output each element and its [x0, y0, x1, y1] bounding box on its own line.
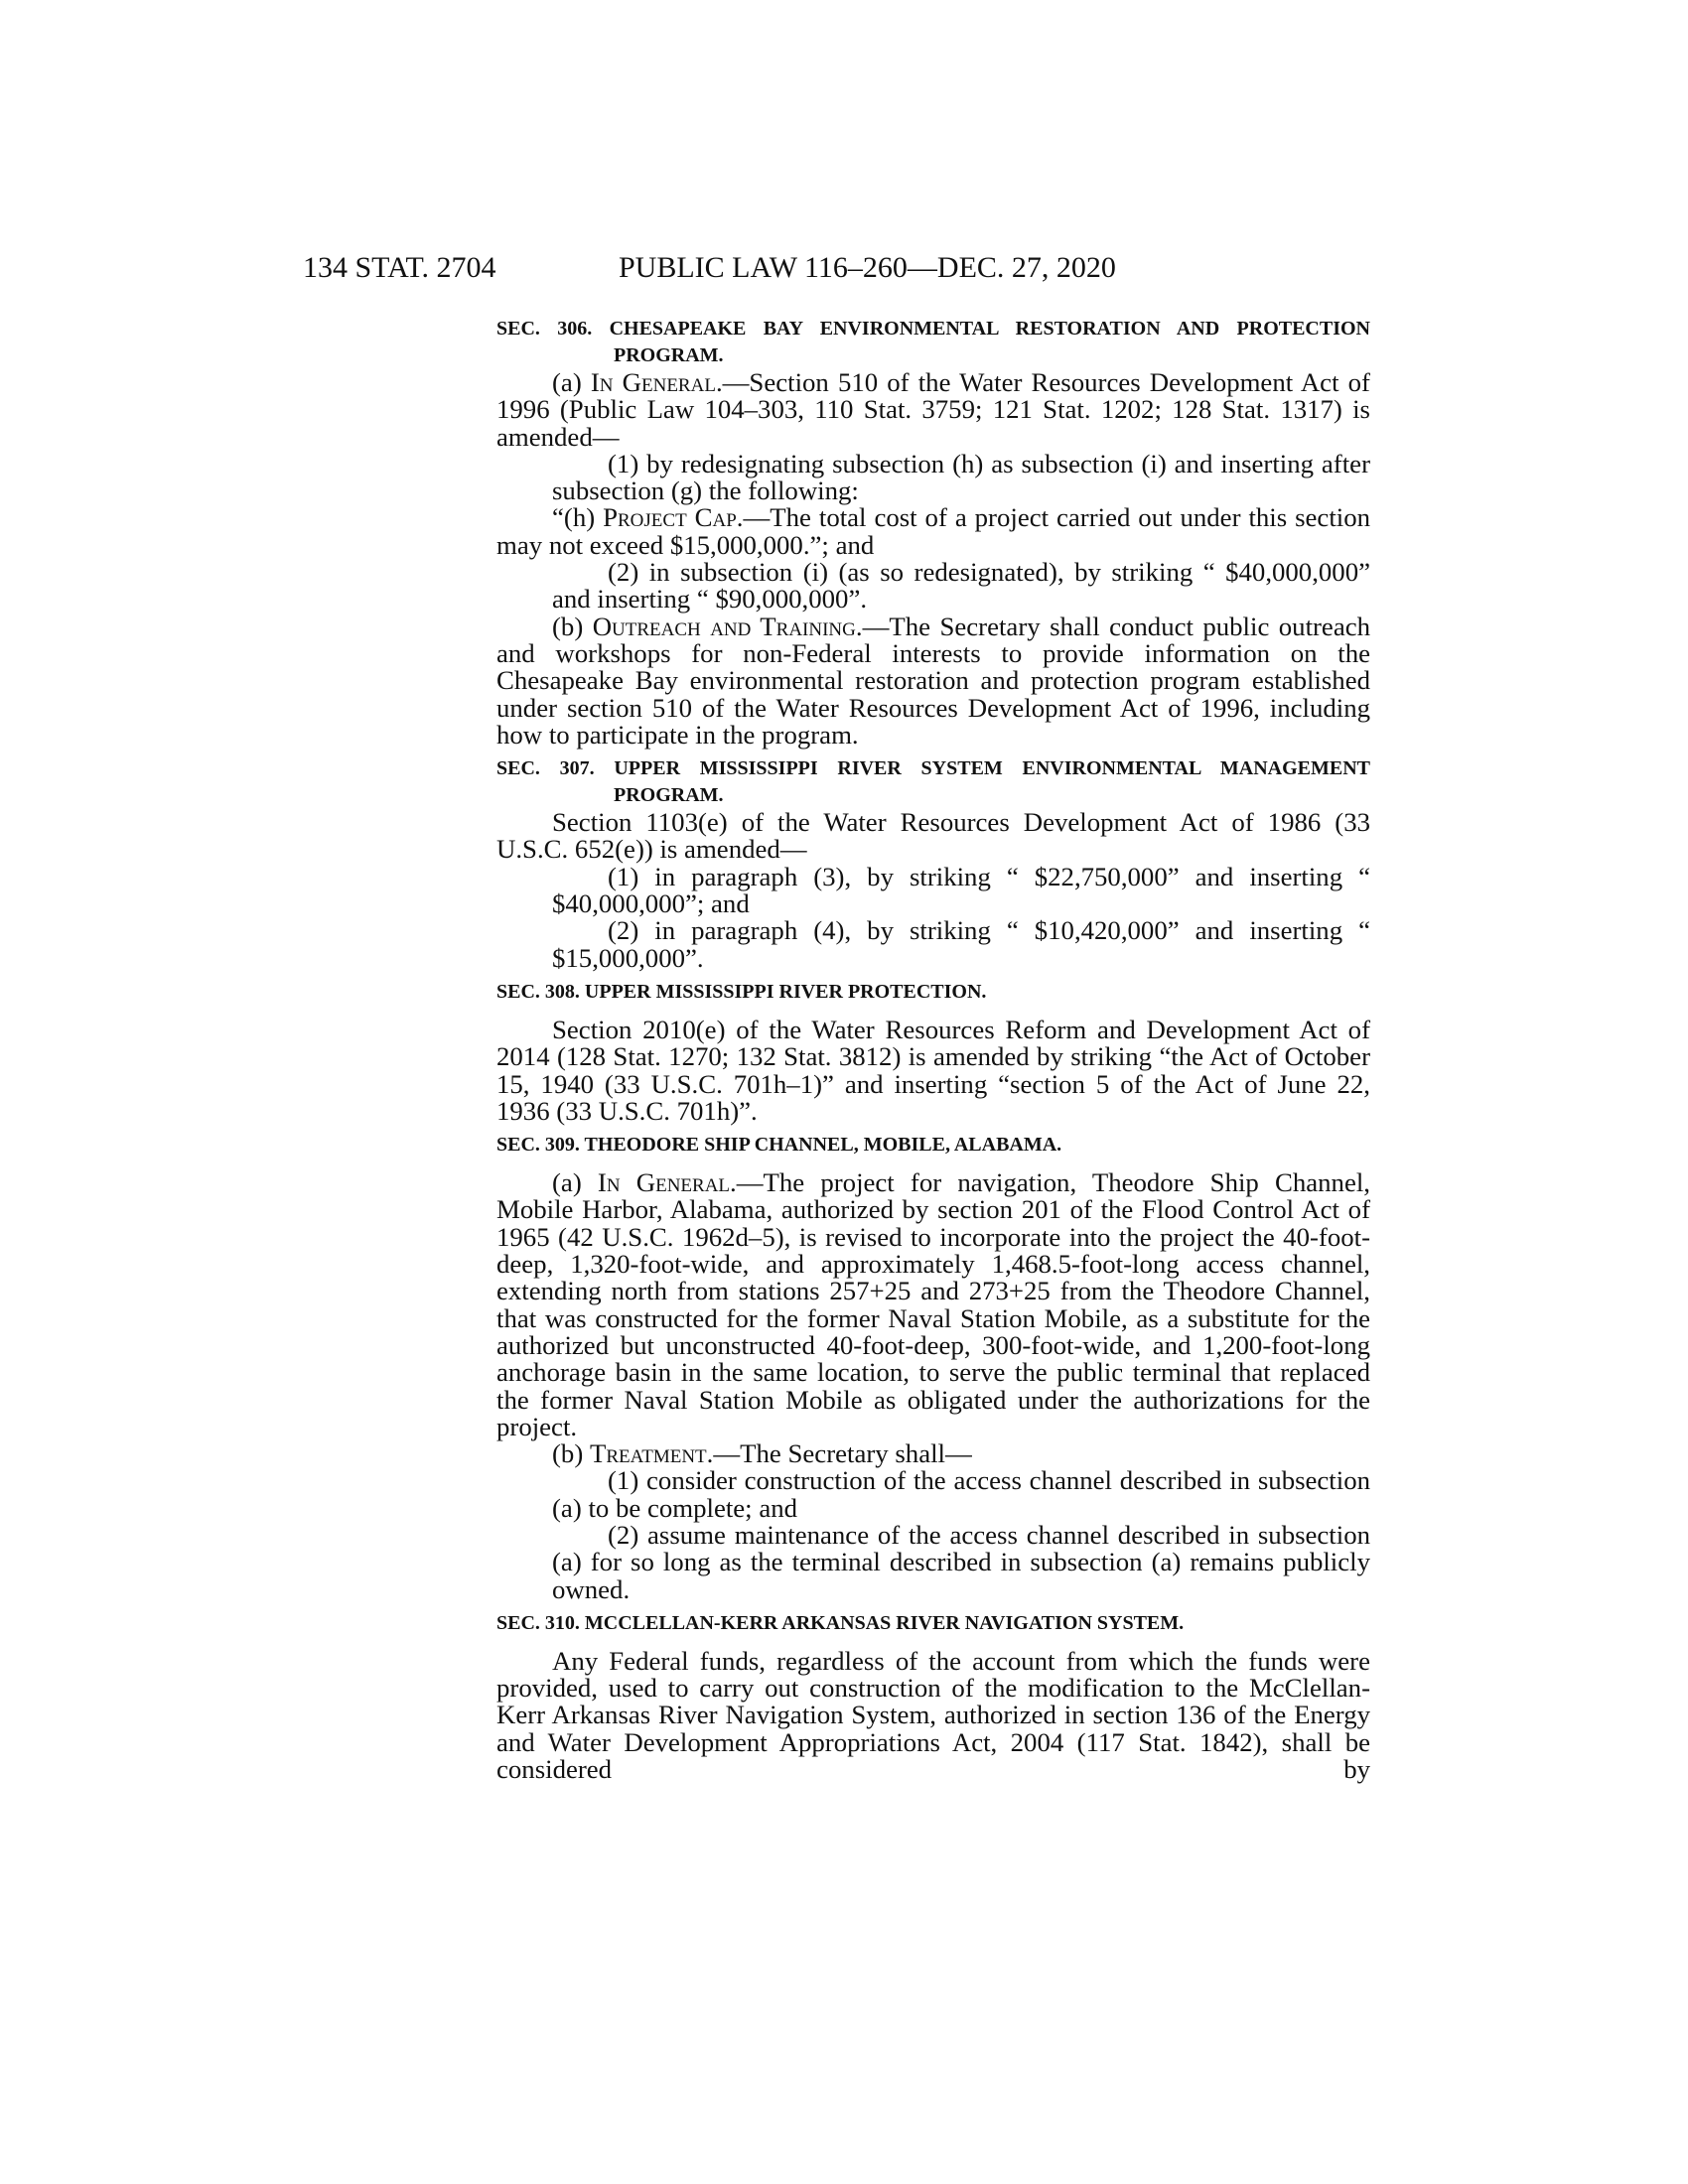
- section-307-heading: SEC. 307. UPPER MISSISSIPPI RIVER SYSTEM ENVIRONMENTAL MANAGEMENT PROGRAM.: [496, 757, 1370, 807]
- section-310-heading: SEC. 310. MCCLELLAN-KERR ARKANSAS RIVER NAVIGATION SYSTEM.: [496, 1611, 1185, 1634]
- section-306-paragraph-2: (2) in subsection (i) (as so redesignated), by striking “ $40,000,000” and inserting “ $90,000,000”.: [552, 557, 1370, 614]
- section-307-intro: Section 1103(e) of the Water Resources Development Act of 1986 (33 U.S.C. 652(e)) is amended—: [496, 807, 1370, 865]
- subsection-text: .—Section 510 of the Water Resources Development Act of 1996 (Public Law 104–303, 110 Stat. 3759; 121 Stat. 1202; 128 Stat. 1317) is amended—: [496, 367, 1370, 452]
- subsection-text: .—The Secretary shall conduct public outreach and workshops for non-Federal interests to provide information on the Chesapeake Bay environmental restoration and protection program established under section 510 of the Water Resources Development Act of 1996, including how to participate in the program.: [496, 611, 1371, 750]
- subsection-heading: Outreach and Training: [592, 611, 856, 641]
- section-309-subsection-a: [496, 1169, 1370, 1440]
- section-306-heading: SEC. 306. CHESAPEAKE BAY ENVIRONMENTAL RESTORATION AND PROTECTION PROGRAM.: [496, 318, 1370, 366]
- inserted-heading: Project Cap: [603, 502, 737, 533]
- section-309-paragraph-1: (1) consider construction of the access channel described in subsection (a) to be complete; and: [552, 1465, 1370, 1523]
- section-307-paragraph-1: (1) in paragraph (3), by striking “ $22,750,000” and inserting “ $40,000,000”; and: [552, 861, 1370, 919]
- subsection-heading: In General: [597, 1167, 731, 1198]
- section-306-subsection-b: [496, 611, 1371, 750]
- inserted-text: .—The total cost of a project carried out under this section may not exceed $15,000,000.”; and: [496, 502, 1371, 560]
- running-head: [303, 248, 1326, 288]
- label: (b): [552, 611, 593, 641]
- section-308-text: Section 2010(e) of the Water Resources Reform and Development Act of 2014 (128 Stat. 1270; 132 Stat. 3812) is amended by striking “the Act of October 15, 1940 (33 U.S.C. 701h–1)” and inserting “section 5 of the Act of June 22, 1936 (33 U.S.C. 701h)”.: [496, 1014, 1370, 1126]
- section-306-subsection-a: [496, 369, 1370, 451]
- section-310-text: Any Federal funds, regardless of the account from which the funds were provided, used to carry out construction of the modification to the McClellan-Kerr Arkansas River Navigation System, authorized in section 136 of the Energy and Water Development Appropriations Act, 2004 (117 Stat. 1842), shall be considered by: [496, 1645, 1370, 1785]
- label: (a): [552, 367, 591, 397]
- label: (b): [552, 1438, 590, 1469]
- statute-page-number: 134 STAT. 2704: [303, 251, 496, 284]
- section-308-heading: SEC. 308. UPPER MISSISSIPPI RIVER PROTECTION.: [496, 980, 987, 1003]
- section-307-paragraph-2: (2) in paragraph (4), by striking “ $10,420,000” and inserting “ $15,000,000”.: [552, 915, 1370, 973]
- public-law-citation: PUBLIC LAW 116–260—DEC. 27, 2020: [619, 251, 1116, 284]
- section-306-inserted-h: [496, 504, 1370, 559]
- subsection-heading: Treatment: [589, 1438, 707, 1469]
- section-309-subsection-b: [496, 1440, 1370, 1467]
- section-306-paragraph-1: (1) by redesignating subsection (h) as subsection (i) and inserting after subsection (g) the following:: [552, 448, 1370, 506]
- section-309-paragraph-2: (2) assume maintenance of the access channel described in subsection (a) for so long as the terminal described in subsection (a) remains publicly owned.: [552, 1519, 1370, 1604]
- label: (a): [552, 1167, 598, 1198]
- subsection-text: .—The project for navigation, Theodore Ship Channel, Mobile Harbor, Alabama, authorized by section 201 of the Flood Control Act of 1965 (42 U.S.C. 1962d–5), is revised to incorporate into the project the 40-foot-deep, 1,320-foot-wide, and approximately 1,468.5-foot-long access channel, extending north from stations 257+25 and 273+25 from the Theodore Channel, that was constructed for the former Naval Station Mobile, as a substitute for the authorized but unconstructed 40-foot-deep, 300-foot-wide, and 1,200-foot-long anchorage basin in the same location, to serve the public terminal that replaced the former Naval Station Mobile as obligated under the authorizations for the project.: [496, 1167, 1370, 1441]
- subsection-text: .—The Secretary shall—: [706, 1438, 972, 1469]
- subsection-heading: In General: [590, 367, 716, 397]
- document-body: [496, 316, 1370, 1783]
- label: “(h): [552, 502, 604, 533]
- section-309-heading: SEC. 309. THEODORE SHIP CHANNEL, MOBILE, ALABAMA.: [496, 1134, 1062, 1157]
